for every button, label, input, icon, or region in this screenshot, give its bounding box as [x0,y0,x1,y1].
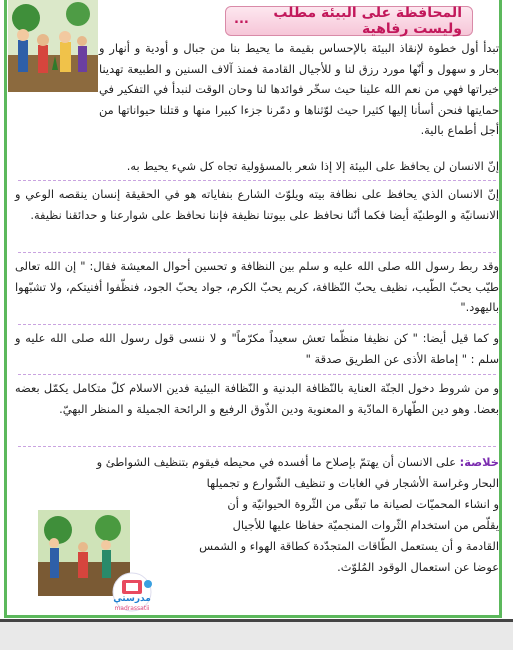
conclusion-line-2: البحار وغراسة الأشجار في الغابات و تنظيف الشّوارع و تجميلها [206,476,499,490]
paragraph-2: إنّ الانسان لن يحافظ على البيئة إلا إذا شعر بالمسؤولية تجاه كل شيء يحيط به. [126,159,499,173]
conclusion-line-6: عوضا عن استعمال الوقود المُلوّث. [337,560,499,574]
conclusion-line-5: القادمة و أن يستعمل الطّاقات المتجدّدة كطاقة الهواء و الشمس [199,539,499,553]
paragraph-6: و من شروط دخول الجنّة العناية بالنّظافة البدنية و النّظافة البيئية فدين الاسلام كلّ متكامل يكمّل بعضه بعضا. وهو دين الطّهارة المادّية و المعنوية ودين الذّوق الرفيع و الرائحة الجميلة و المنظر البهيّ. [15,381,499,416]
divider [18,324,496,325]
conclusion-text-1: على الانسان أن يهتمّ بإصلاح ما أفسده في محيطه فيقوم بتنظيف الشواطئ و [96,455,457,469]
logo-subtext: madrassatii [114,605,150,612]
paragraph-1-text: تبدأ أول خطوة لإنقاذ البيئة بالإحساس بقيمة ما يحيط بنا من جبال و أودية و أنهار و بحار و سهول و أنّها مورد رزق لنا و للأجيال القادمة فمنذ آلاف السنين و الطبيعة تهدينا خيراتها فهي من نعم الله علينا حيث سخّر فوائدها لنا وحان الوقت لنبدأ في التفكير في حمايتها فنحن أسأنا إليها كثيرا حيث لوّثناها و دمّرنا جزءا كبيرا منها و قتلنا حيواناتها من أجل أطماع بالية. [99,41,499,138]
conclusion-line-4: يقلّص من استخدام الثّروات المنجميّة حفاظا عليها للأجيال [232,518,499,532]
banner-title: المحافظة على البيئة مطلب وليست رفاهية [273,5,462,37]
paragraph-5: و كما قيل أيضا: " كن نظيفا منظّما تعش سعيداً مكرّماً" و لا ننسى قول رسول الله صلى الله عليه و سلم : " إماطة الأذى عن الطريق صدقة " [15,331,499,366]
title-banner [225,6,473,36]
paragraph-4: وقد ربط رسول الله صلى الله عليه و سلم بين النظافة و تحسين أحوال المعيشة فقال: " إن الله تعالى طيّب يحبّ الطّيب، نظيف يحبّ النّظافة، كريم يحبّ الكرم، جواد يحبّ الجود، فنظّفوا أفنيتكم، ولا تشبّهوا باليهود." [15,259,499,315]
paragraph-3: إنّ الانسان الذي يحافظ على نظافة بيته ويلوّث الشارع بنفاياته هو في الحقيقة إنسان ينقصه الوعي و الانسانيّة و الوطنيّة أيضا فكما أنّنا نحافظ على بيوتنا نظيفة فإننا نحافظ على شوارعنا و حدائقنا نظيفة. [15,187,499,222]
madrassatii-logo [102,572,162,616]
banner-ellipsis: ... [234,12,249,27]
divider [18,446,496,447]
conclusion-label: خلاصة: [459,455,499,469]
paragraph-1a [99,38,499,141]
divider [18,180,496,181]
bottom-bar [0,622,513,650]
divider [18,374,496,375]
conclusion-line-3: و انشاء المحميّات لصيانة ما تبقّى من الثّروة الحيوانيّة و أن [227,497,499,511]
logo-text: مدرستي [113,594,151,604]
conclusion-line-1 [15,452,499,473]
children-planting-illustration [8,0,98,92]
divider [18,252,496,253]
